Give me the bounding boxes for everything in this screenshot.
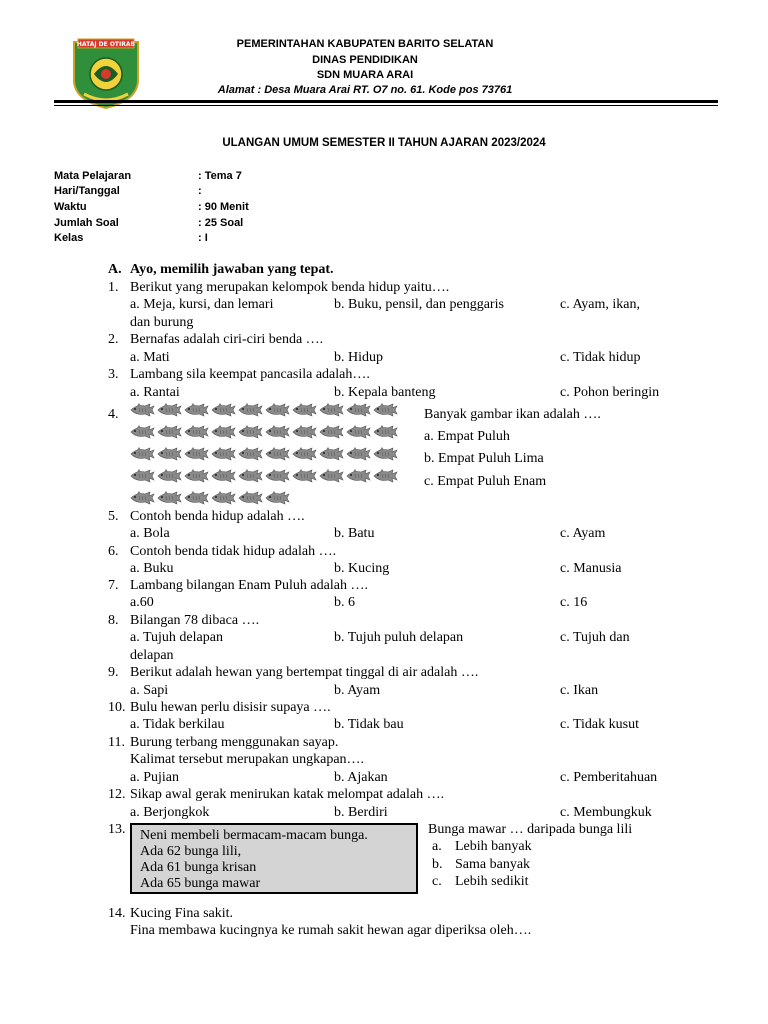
- q3-option-c: c. Pohon beringin: [560, 385, 660, 400]
- q7-option-b: b. 6: [334, 595, 355, 610]
- fish-icon: [238, 425, 263, 439]
- fish-icon: [292, 469, 317, 483]
- q13-option-a: Lebih banyak: [455, 839, 532, 854]
- q1-option-b: b. Buku, pensil, dan penggaris: [334, 297, 504, 312]
- fish-icon: [319, 425, 344, 439]
- q11-text-line2: Kalimat tersebut merupakan ungkapan….: [130, 752, 365, 767]
- q2-text: Bernafas adalah ciri-ciri benda ….: [130, 332, 324, 347]
- q12-number: 12.: [108, 787, 126, 802]
- q11-option-a: a. Pujian: [130, 770, 179, 785]
- q2-option-a: a. Mati: [130, 350, 170, 365]
- q10-text: Bulu hewan perlu disisir supaya ….: [130, 700, 331, 715]
- info-label-date: Hari/Tanggal: [54, 185, 120, 197]
- section-title: Ayo, memilih jawaban yang tepat.: [130, 262, 334, 277]
- q7-number: 7.: [108, 578, 119, 593]
- q9-option-b: b. Ayam: [334, 683, 381, 698]
- q13-story-line-1: Neni membeli bermacam-macam bunga.: [140, 828, 368, 843]
- q6-option-a: a. Buku: [130, 561, 174, 576]
- fish-icon: [319, 447, 344, 461]
- info-label-time: Waktu: [54, 201, 87, 213]
- fish-icon: [211, 491, 236, 505]
- q7-option-c: c. 16: [560, 595, 588, 610]
- q11-number: 11.: [108, 735, 125, 750]
- q3-number: 3.: [108, 367, 119, 382]
- fish-icon: [211, 425, 236, 439]
- q10-option-b: b. Tidak bau: [334, 717, 404, 732]
- q3-text: Lambang sila keempat pancasila adalah….: [130, 367, 370, 382]
- q8-option-c: c. Tujuh dan: [560, 630, 630, 645]
- q1-option-a: a. Meja, kursi, dan lemari: [130, 297, 274, 312]
- fish-icon: [157, 469, 182, 483]
- q1-text: Berikut yang merupakan kelompok benda hidup yaitu….: [130, 280, 450, 295]
- fish-icon: [238, 447, 263, 461]
- header-divider-thin: [54, 105, 718, 106]
- q8-option-c-continued: delapan: [130, 648, 174, 663]
- fish-icon: [265, 491, 290, 505]
- fish-icon: [184, 491, 209, 505]
- q4-option-b: b. Empat Puluh Lima: [424, 451, 544, 466]
- q5-number: 5.: [108, 509, 119, 524]
- q2-number: 2.: [108, 332, 119, 347]
- fish-icon: [130, 491, 155, 505]
- q13-story-box: [130, 823, 418, 894]
- q2-option-c: c. Tidak hidup: [560, 350, 641, 365]
- section-letter: A.: [108, 262, 122, 277]
- q6-option-c: c. Manusia: [560, 561, 622, 576]
- q11-text: Burung terbang menggunakan sayap.: [130, 735, 339, 750]
- fish-icon: [211, 469, 236, 483]
- q13-option-b-letter: b.: [432, 857, 443, 872]
- q13-text: Bunga mawar … daripada bunga lili: [428, 822, 633, 837]
- info-value-subject: : Tema 7: [198, 170, 242, 182]
- fish-icon: [373, 403, 398, 417]
- q13-number: 13.: [108, 822, 126, 837]
- logo-text: HATAJ DE OTIRAB: [76, 41, 136, 48]
- fish-icon: [292, 425, 317, 439]
- fish-icon: [319, 403, 344, 417]
- fish-icon: [157, 447, 182, 461]
- fish-icon: [130, 469, 155, 483]
- fish-icon: [157, 403, 182, 417]
- fish-icon: [130, 447, 155, 461]
- fish-icon: [265, 469, 290, 483]
- q1-option-c: c. Ayam, ikan,: [560, 297, 640, 312]
- q3-option-a: a. Rantai: [130, 385, 180, 400]
- q5-option-c: c. Ayam: [560, 526, 606, 541]
- q4-text: Banyak gambar ikan adalah ….: [424, 407, 601, 422]
- fish-icon: [211, 447, 236, 461]
- header-government: PEMERINTAHAN KABUPATEN BARITO SELATAN: [236, 38, 494, 50]
- exam-title: ULANGAN UMUM SEMESTER II TAHUN AJARAN 2023/2024: [222, 137, 546, 149]
- q2-option-b: b. Hidup: [334, 350, 383, 365]
- fish-icon: [373, 425, 398, 439]
- fish-icon: [238, 403, 263, 417]
- q5-text: Contoh benda hidup adalah ….: [130, 509, 305, 524]
- q11-option-b: b. Ajakan: [334, 770, 388, 785]
- q6-text: Contoh benda tidak hidup adalah ….: [130, 544, 337, 559]
- fish-icon: [238, 491, 263, 505]
- fish-icon: [346, 425, 371, 439]
- fish-icon: [157, 491, 182, 505]
- q13-option-a-letter: a.: [432, 839, 442, 854]
- q9-option-a: a. Sapi: [130, 683, 169, 698]
- q10-option-a: a. Tidak berkilau: [130, 717, 225, 732]
- info-label-count: Jumlah Soal: [54, 217, 119, 229]
- q8-text: Bilangan 78 dibaca ….: [130, 613, 260, 628]
- fish-icon: [184, 403, 209, 417]
- fish-icon: [346, 447, 371, 461]
- info-value-time: : 90 Menit: [198, 201, 249, 213]
- q9-text: Berikut adalah hewan yang bertempat tinggal di air adalah ….: [130, 665, 479, 680]
- info-value-class: : I: [198, 232, 208, 244]
- q3-option-b: b. Kepala banteng: [334, 385, 436, 400]
- fish-icon: [346, 469, 371, 483]
- header-address: Alamat : Desa Muara Arai RT. O7 no. 61. Kode pos 73761: [217, 84, 513, 96]
- fish-icon: [292, 447, 317, 461]
- fish-icon: [238, 469, 263, 483]
- school-logo: [70, 36, 142, 110]
- q13-option-c: Lebih sedikit: [455, 874, 529, 889]
- q1-option-c-continued: dan burung: [130, 315, 194, 330]
- q14-number: 14.: [108, 906, 126, 921]
- q13-option-b: Sama banyak: [455, 857, 531, 872]
- fish-icon: [211, 403, 236, 417]
- q10-number: 10.: [108, 700, 126, 715]
- q9-option-c: c. Ikan: [560, 683, 599, 698]
- q10-option-c: c. Tidak kusut: [560, 717, 639, 732]
- q11-option-c: c. Pemberitahuan: [560, 770, 658, 785]
- fish-icon: [373, 469, 398, 483]
- q7-text: Lambang bilangan Enam Puluh adalah ….: [130, 578, 368, 593]
- q12-text: Sikap awal gerak menirukan katak melompat adalah ….: [130, 787, 445, 802]
- q4-number: 4.: [108, 407, 119, 422]
- fish-icon: [346, 403, 371, 417]
- q8-option-a: a. Tujuh delapan: [130, 630, 223, 645]
- info-value-date: :: [198, 185, 202, 197]
- q13-story-line-3: Ada 61 bunga krisan: [140, 860, 257, 875]
- fish-icon: [184, 425, 209, 439]
- fish-icon: [373, 447, 398, 461]
- q5-option-b: b. Batu: [334, 526, 375, 541]
- info-label-subject: Mata Pelajaran: [54, 170, 132, 182]
- q5-option-a: a. Bola: [130, 526, 170, 541]
- fish-icon: [319, 469, 344, 483]
- fish-icon: [265, 425, 290, 439]
- q8-number: 8.: [108, 613, 119, 628]
- q12-option-a: a. Berjongkok: [130, 805, 210, 820]
- q9-number: 9.: [108, 665, 119, 680]
- q1-number: 1.: [108, 280, 119, 295]
- q4-option-c: c. Empat Puluh Enam: [424, 474, 547, 489]
- q12-option-b: b. Berdiri: [334, 805, 388, 820]
- q13-option-c-letter: c.: [432, 874, 442, 889]
- q6-number: 6.: [108, 544, 119, 559]
- q14-text-line2: Fina membawa kucingnya ke rumah sakit hewan agar diperiksa oleh….: [130, 923, 532, 938]
- q12-option-c: c. Membungkuk: [560, 805, 652, 820]
- q7-option-a: a.60: [130, 595, 154, 610]
- header-divider-thick: [54, 100, 718, 103]
- fish-icon: [265, 403, 290, 417]
- header-department: DINAS PENDIDIKAN: [312, 54, 418, 66]
- info-value-count: : 25 Soal: [198, 217, 244, 229]
- q4-option-a: a. Empat Puluh: [424, 429, 510, 444]
- fish-icon: [265, 447, 290, 461]
- fish-icon: [130, 403, 155, 417]
- fish-icon: [184, 469, 209, 483]
- q8-option-b: b. Tujuh puluh delapan: [334, 630, 464, 645]
- header-school: SDN MUARA ARAI: [316, 69, 414, 81]
- fish-icon: [157, 425, 182, 439]
- q13-story-line-4: Ada 65 bunga mawar: [140, 876, 261, 891]
- fish-icon: [130, 425, 155, 439]
- q13-story-line-2: Ada 62 bunga lili,: [140, 844, 242, 859]
- fish-picture-grid: [130, 403, 420, 508]
- q6-option-b: b. Kucing: [334, 561, 390, 576]
- fish-icon: [292, 403, 317, 417]
- info-label-class: Kelas: [54, 232, 84, 244]
- q14-text: Kucing Fina sakit.: [130, 906, 234, 921]
- fish-icon: [184, 447, 209, 461]
